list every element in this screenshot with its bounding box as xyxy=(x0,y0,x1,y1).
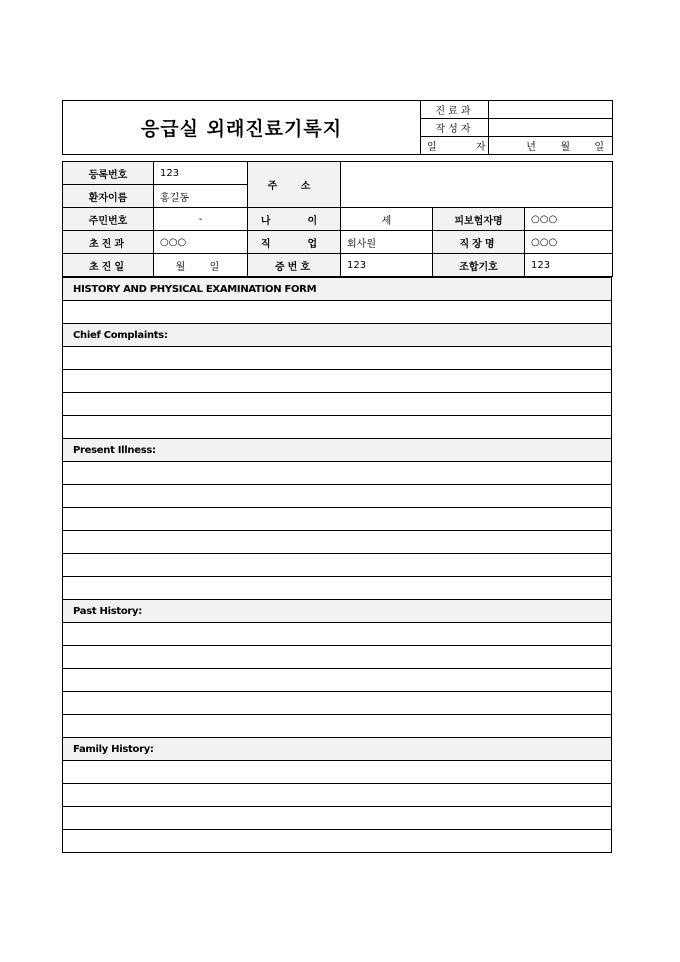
chief-line[interactable] xyxy=(63,416,612,439)
first-dept-label: 초진과 xyxy=(63,231,154,254)
dept-label: 진료과 xyxy=(421,101,489,119)
union-label: 조합기호 xyxy=(433,254,525,277)
insured-value[interactable]: ○○○ xyxy=(525,208,613,231)
writer-label: 작성자 xyxy=(421,119,489,137)
rrn-label: 주민번호 xyxy=(63,208,154,231)
family-line[interactable] xyxy=(63,761,612,784)
date-field[interactable]: 년 월 일 xyxy=(489,137,613,155)
past-line[interactable] xyxy=(63,623,612,646)
family-line[interactable] xyxy=(63,784,612,807)
past-line[interactable] xyxy=(63,669,612,692)
reg-no-value[interactable]: 123 xyxy=(154,162,248,185)
first-date-value[interactable]: 월 일 xyxy=(154,254,248,277)
age-value[interactable]: 세 xyxy=(341,208,433,231)
family-history-heading: Family History: xyxy=(63,738,612,761)
present-illness-heading: Present Illness: xyxy=(63,439,612,462)
address-label: 주 소 xyxy=(248,162,341,208)
present-line[interactable] xyxy=(63,531,612,554)
form-line[interactable] xyxy=(63,301,612,324)
present-line[interactable] xyxy=(63,577,612,600)
job-label: 직 업 xyxy=(248,231,341,254)
family-line[interactable] xyxy=(63,807,612,830)
present-line[interactable] xyxy=(63,462,612,485)
first-dept-value[interactable]: ○○○ xyxy=(154,231,248,254)
past-line[interactable] xyxy=(63,715,612,738)
er-outpatient-record xyxy=(62,100,612,853)
chief-line[interactable] xyxy=(63,370,612,393)
history-form-table xyxy=(62,277,612,853)
workplace-label: 직장명 xyxy=(433,231,525,254)
union-value[interactable]: 123 xyxy=(525,254,613,277)
date-label: 일 자 xyxy=(421,137,489,155)
first-date-label: 초진일 xyxy=(63,254,154,277)
chief-line[interactable] xyxy=(63,393,612,416)
past-line[interactable] xyxy=(63,646,612,669)
family-line[interactable] xyxy=(63,830,612,853)
chief-line[interactable] xyxy=(63,347,612,370)
form-title: HISTORY AND PHYSICAL EXAMINATION FORM xyxy=(63,278,612,301)
age-label: 나 이 xyxy=(248,208,341,231)
present-line[interactable] xyxy=(63,485,612,508)
dept-field[interactable] xyxy=(489,101,613,119)
workplace-value[interactable]: ○○○ xyxy=(525,231,613,254)
cert-no-label: 증번호 xyxy=(248,254,341,277)
header-table xyxy=(62,100,613,155)
past-line[interactable] xyxy=(63,692,612,715)
patient-info-table xyxy=(62,161,613,277)
insured-label: 피보험자명 xyxy=(433,208,525,231)
job-value[interactable]: 회사원 xyxy=(341,231,433,254)
past-history-heading: Past History: xyxy=(63,600,612,623)
present-line[interactable] xyxy=(63,508,612,531)
rrn-value[interactable]: - xyxy=(154,208,248,231)
writer-field[interactable] xyxy=(489,119,613,137)
cert-no-value[interactable]: 123 xyxy=(341,254,433,277)
present-line[interactable] xyxy=(63,554,612,577)
name-value[interactable]: 홍길동 xyxy=(154,185,248,208)
chief-complaints-heading: Chief Complaints: xyxy=(63,324,612,347)
address-value[interactable] xyxy=(341,162,613,208)
page-title: 응급실 외래진료기록지 xyxy=(63,101,421,155)
name-label: 환자이름 xyxy=(63,185,154,208)
reg-no-label: 등록번호 xyxy=(63,162,154,185)
